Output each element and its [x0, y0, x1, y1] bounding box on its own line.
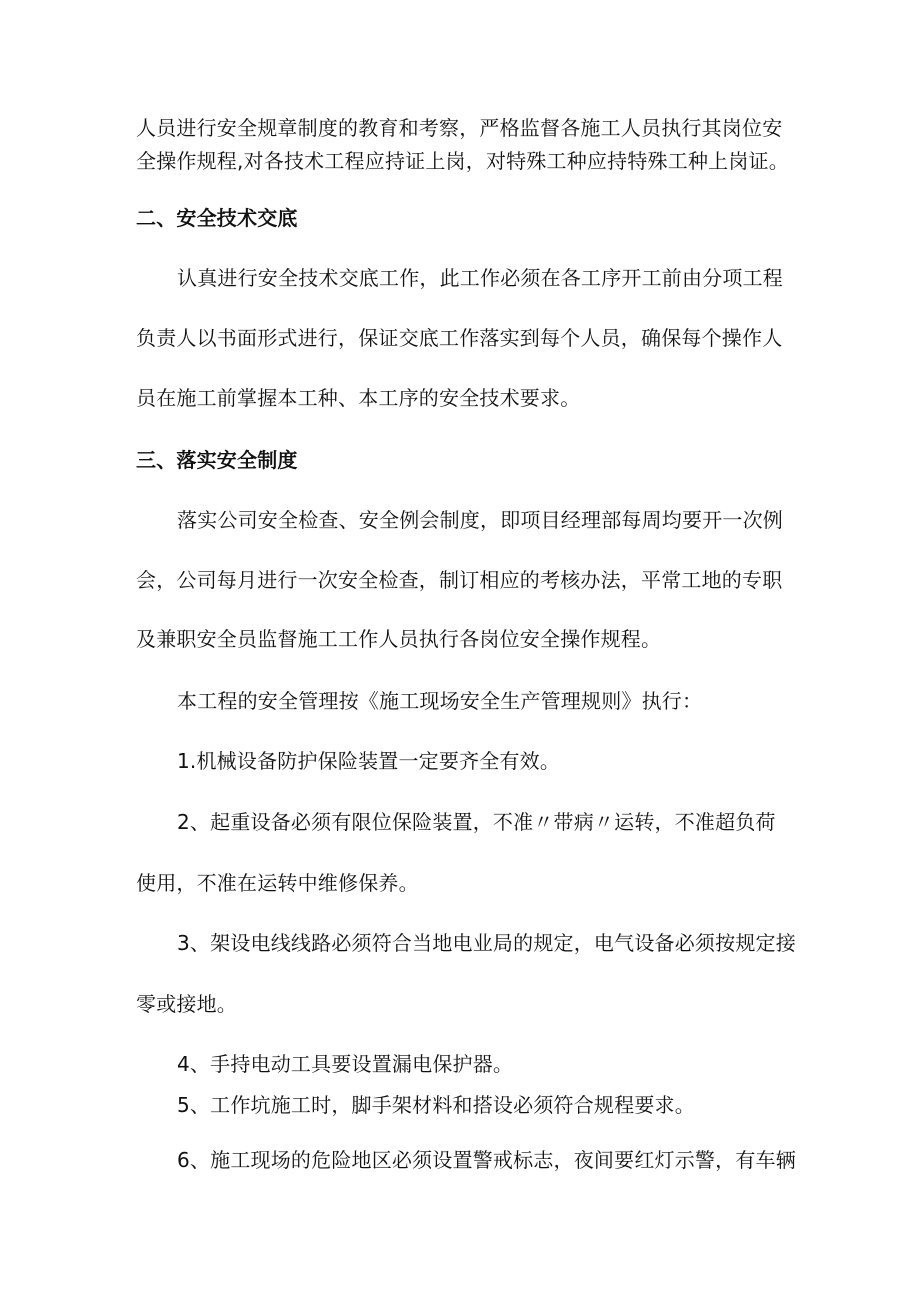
list-item-5: 5、工作坑施工时，脚手架材料和搭设必须符合规程要求。: [177, 1093, 695, 1117]
section-3-para-1-line-1: 落实公司安全检查、安全例会制度，即项目经理部每周均要开一次例: [177, 508, 783, 532]
intro-line-2: 全操作规程,对各技术工程应持证上岗，对特殊工种应持特殊工种上岗证。: [136, 149, 789, 173]
list-item-3-line-1: 3、架设电线线路必须符合当地电业局的规定，电气设备必须按规定接: [177, 931, 796, 955]
list-item-6: 6、施工现场的危险地区必须设置警戒标志，夜间要红灯示警，有车辆: [177, 1148, 796, 1172]
list-item-3-line-2: 零或接地。: [136, 992, 237, 1016]
section-2-para-line-3: 员在施工前掌握本工种、本工序的安全技术要求。: [136, 386, 581, 410]
section-3-heading: 三、落实安全制度: [136, 448, 298, 472]
intro-line-1: 人员进行安全规章制度的教育和考察，严格监督各施工人员执行其岗位安: [136, 116, 783, 140]
list-item-2-line-2: 使用，不准在运转中维修保养。: [136, 871, 419, 895]
section-3-para-2: 本工程的安全管理按《施工现场安全生产管理规则》执行：: [177, 689, 703, 713]
section-3-para-1-line-2: 会，公司每月进行一次安全检查，制订相应的考核办法，平常工地的专职: [136, 568, 783, 592]
section-2-para-line-1: 认真进行安全技术交底工作，此工作必须在各工序开工前由分项工程: [177, 266, 783, 290]
section-2-heading: 二、安全技术交底: [136, 206, 298, 230]
list-item-2-line-1: 2、起重设备必须有限位保险装置，不准〃带病〃运转，不准超负荷: [177, 810, 776, 834]
list-item-1: 1.机械设备防护保险装置一定要齐全有效。: [177, 749, 561, 773]
list-item-4: 4、手持电动工具要设置漏电保护器。: [177, 1052, 514, 1076]
section-2-para-line-2: 负责人以书面形式进行，保证交底工作落实到每个人员，确保每个操作人: [136, 326, 783, 350]
section-3-para-1-line-3: 及兼职安全员监督施工工作人员执行各岗位安全操作规程。: [136, 627, 662, 651]
